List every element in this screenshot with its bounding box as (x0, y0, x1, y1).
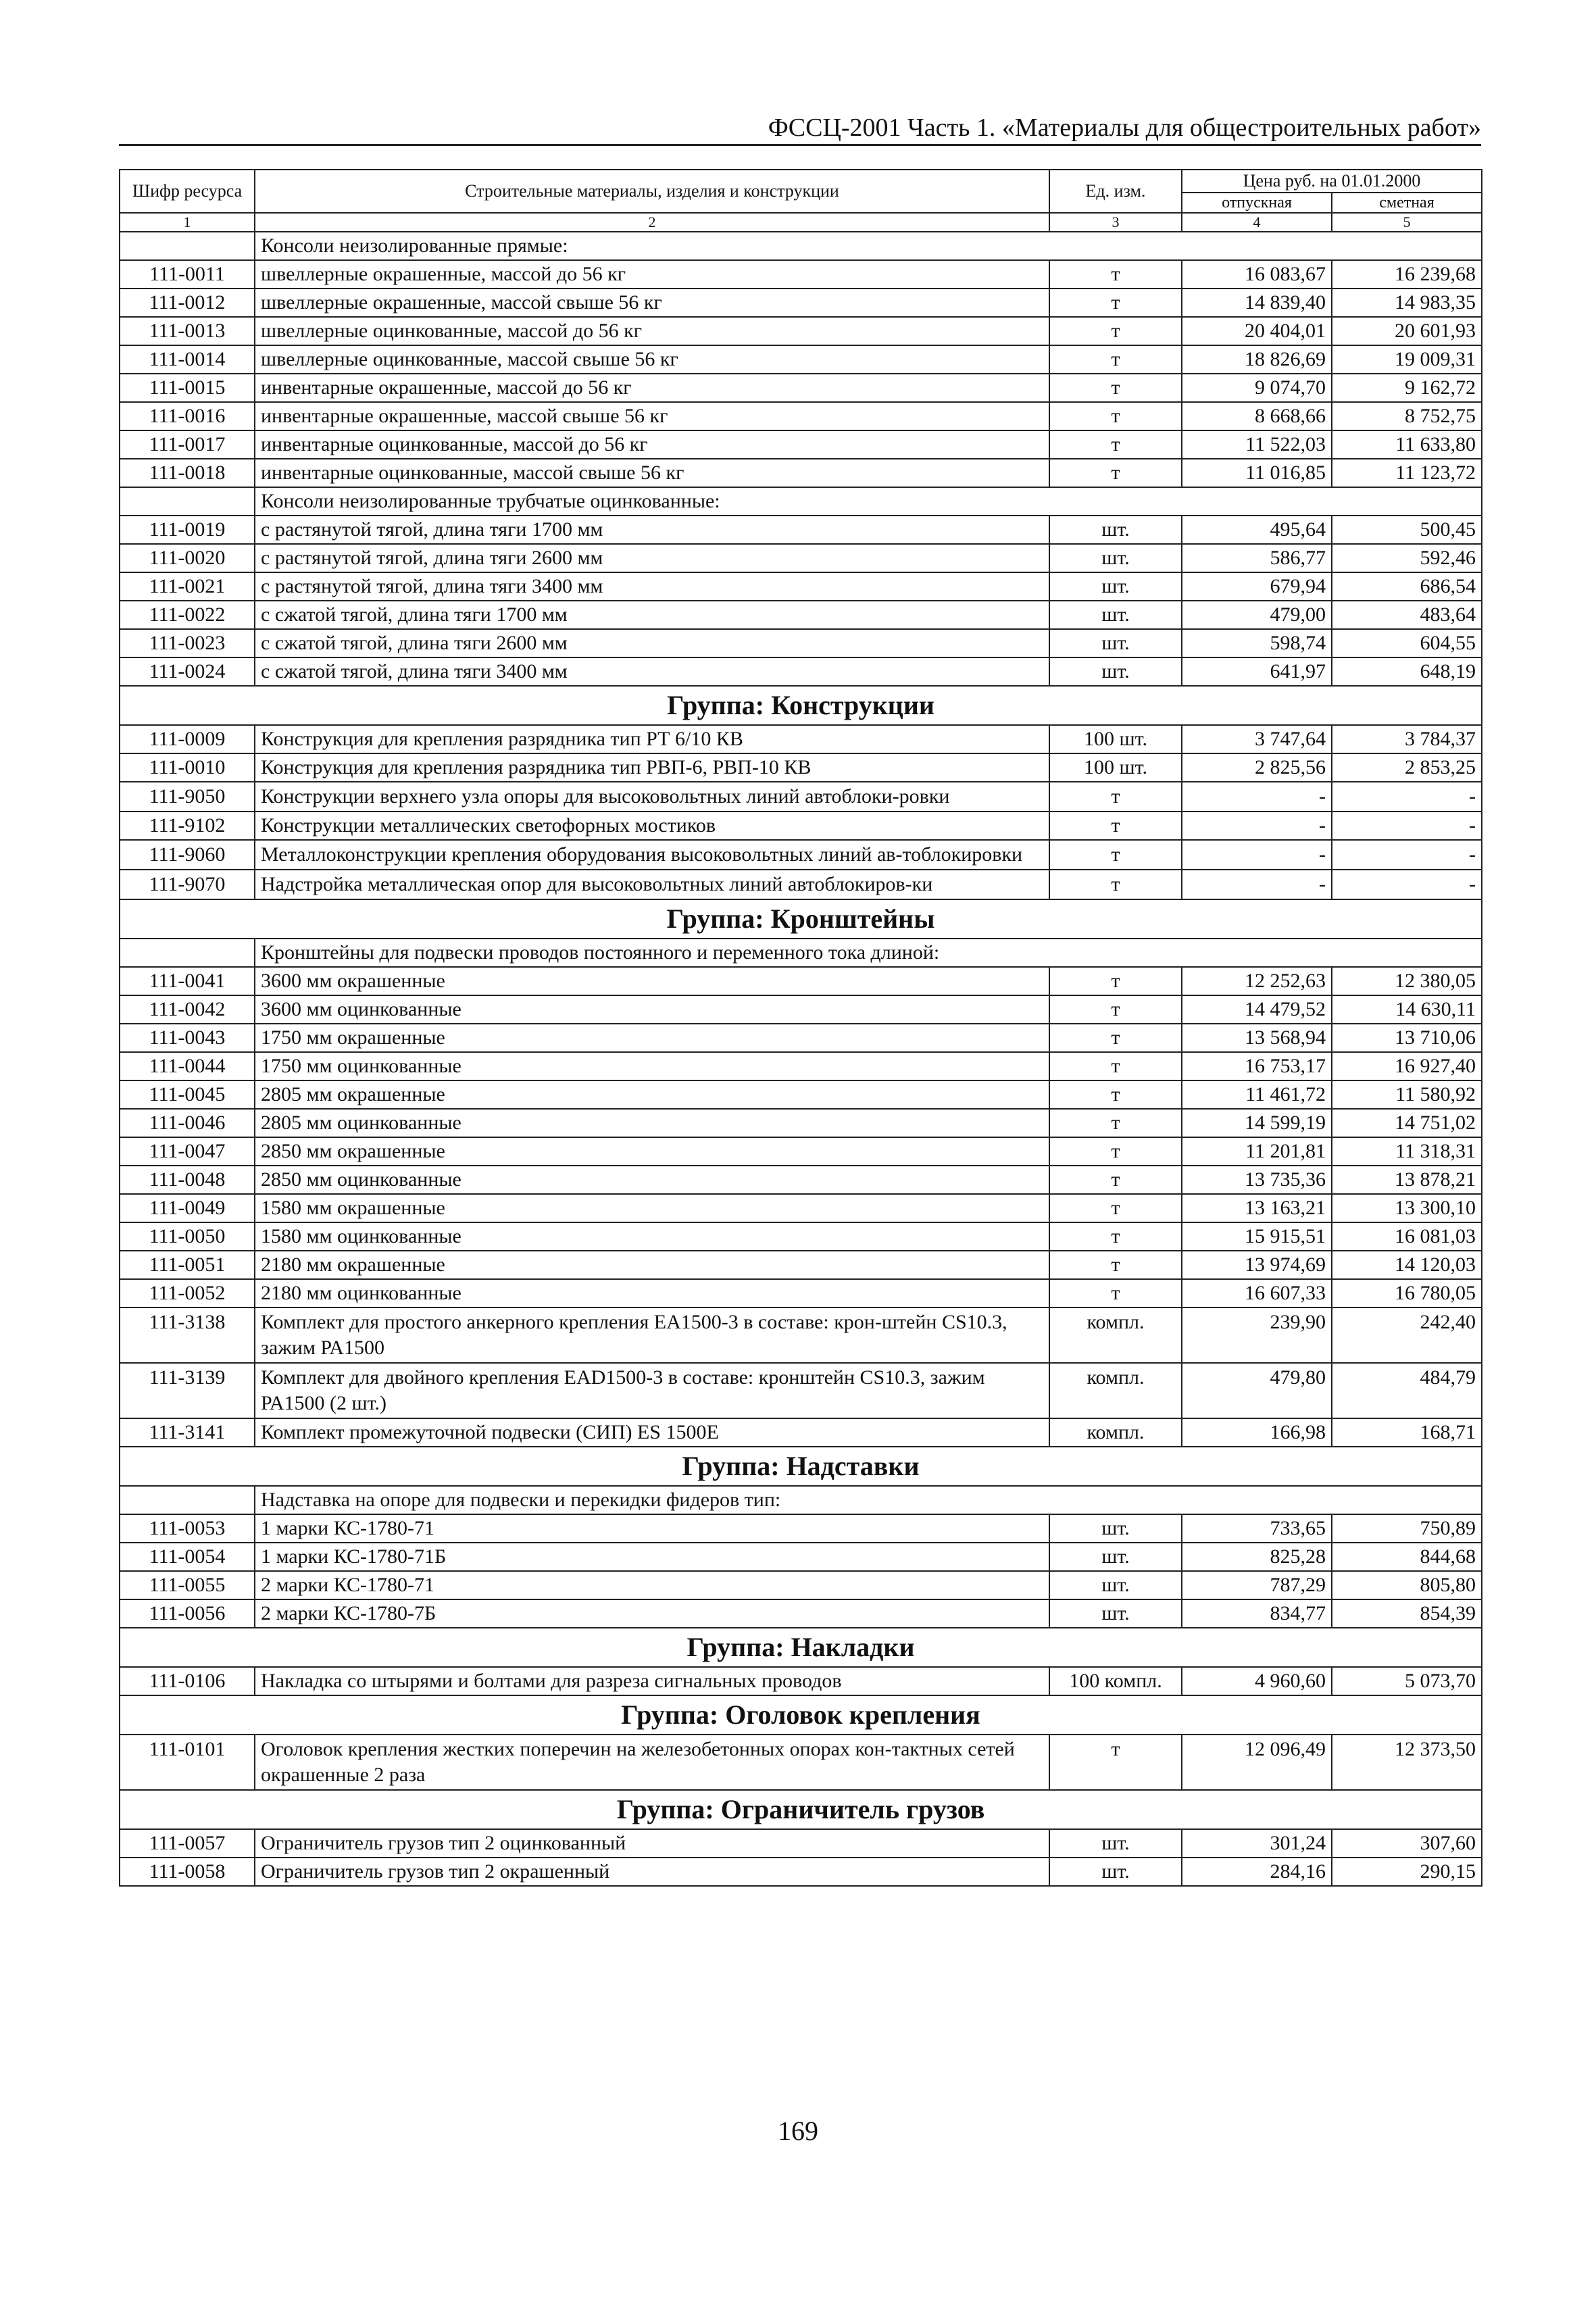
estimate-price: 11 123,72 (1332, 459, 1482, 487)
unit-of-measure: компл. (1049, 1308, 1182, 1363)
resource-code: 111-0018 (120, 459, 255, 487)
release-price: - (1182, 812, 1332, 840)
release-price: - (1182, 870, 1332, 899)
unit-of-measure: шт. (1049, 657, 1182, 686)
material-name: Конструкция для крепления разрядника тип РВП-6, РВП-10 КВ (255, 753, 1049, 782)
table-row (120, 967, 1482, 995)
estimate-price: 686,54 (1332, 572, 1482, 601)
estimate-price: 14 630,11 (1332, 995, 1482, 1024)
material-name: инвентарные окрашенные, массой до 56 кг (255, 374, 1049, 402)
table-row (120, 1137, 1482, 1166)
table-row (120, 629, 1482, 657)
unit-of-measure: т (1049, 1194, 1182, 1222)
material-name: Комплект для двойного крепления EAD1500-3 в составе: кронштейн CS10.3, зажим РА1500 (2 шт.) (255, 1363, 1049, 1418)
release-price: 825,28 (1182, 1543, 1332, 1571)
resource-code: 111-0049 (120, 1194, 255, 1222)
price-table (119, 169, 1482, 1887)
resource-code: 111-0043 (120, 1024, 255, 1052)
resource-code: 111-3139 (120, 1363, 255, 1418)
group-title: Группа: Конструкции (120, 686, 1482, 725)
material-name: 2 марки КС-1780-71 (255, 1571, 1049, 1599)
group-title: Группа: Надставки (120, 1447, 1482, 1486)
estimate-price: 16 081,03 (1332, 1222, 1482, 1251)
table-row (120, 289, 1482, 317)
release-price: 14 479,52 (1182, 995, 1332, 1024)
table-row (120, 1418, 1482, 1447)
estimate-price: 11 318,31 (1332, 1137, 1482, 1166)
unit-of-measure: 100 компл. (1049, 1667, 1182, 1695)
resource-code: 111-0058 (120, 1858, 255, 1886)
table-row (120, 544, 1482, 572)
resource-code: 111-0019 (120, 516, 255, 544)
estimate-price: 805,80 (1332, 1571, 1482, 1599)
estimate-price: 12 373,50 (1332, 1735, 1482, 1790)
unit-of-measure: т (1049, 1052, 1182, 1080)
page-header: ФССЦ-2001 Часть 1. «Материалы для общестроительных работ» (768, 114, 1481, 142)
col-header-code: Шифр ресурса (120, 170, 255, 213)
release-price: 479,80 (1182, 1363, 1332, 1418)
unit-of-measure: шт. (1049, 572, 1182, 601)
col-number: 3 (1049, 213, 1182, 232)
release-price: 13 735,36 (1182, 1166, 1332, 1194)
resource-code: 111-0021 (120, 572, 255, 601)
release-price: 12 252,63 (1182, 967, 1332, 995)
release-price: 14 839,40 (1182, 289, 1332, 317)
resource-code: 111-9050 (120, 782, 255, 812)
release-price: 16 083,67 (1182, 260, 1332, 289)
subheading-text: Кронштейны для подвески проводов постоянного и переменного тока длиной: (255, 939, 1482, 967)
release-price: 3 747,64 (1182, 725, 1332, 753)
subheading-text: Надставка на опоре для подвески и перекидки фидеров тип: (255, 1486, 1482, 1514)
release-price: 787,29 (1182, 1571, 1332, 1599)
unit-of-measure: шт. (1049, 1543, 1182, 1571)
resource-code: 111-0015 (120, 374, 255, 402)
material-name: швеллерные оцинкованные, массой свыше 56 кг (255, 345, 1049, 374)
material-name: 1750 мм окрашенные (255, 1024, 1049, 1052)
unit-of-measure: т (1049, 459, 1182, 487)
unit-of-measure: т (1049, 1166, 1182, 1194)
material-name: Ограничитель грузов тип 2 оцинкованный (255, 1829, 1049, 1858)
estimate-price: 9 162,72 (1332, 374, 1482, 402)
estimate-price: 484,79 (1332, 1363, 1482, 1418)
col-number: 4 (1182, 213, 1332, 232)
estimate-price: 290,15 (1332, 1858, 1482, 1886)
release-price: 16 753,17 (1182, 1052, 1332, 1080)
release-price: 641,97 (1182, 657, 1332, 686)
release-price: 834,77 (1182, 1599, 1332, 1628)
estimate-price: 2 853,25 (1332, 753, 1482, 782)
unit-of-measure: шт. (1049, 516, 1182, 544)
release-price: 4 960,60 (1182, 1667, 1332, 1695)
table-row (120, 1514, 1482, 1543)
resource-code: 111-0054 (120, 1543, 255, 1571)
subheading-row (120, 487, 1482, 516)
estimate-price: 592,46 (1332, 544, 1482, 572)
release-price: 11 522,03 (1182, 430, 1332, 459)
unit-of-measure: т (1049, 402, 1182, 430)
unit-of-measure: т (1049, 1222, 1182, 1251)
unit-of-measure: шт. (1049, 629, 1182, 657)
resource-code: 111-0024 (120, 657, 255, 686)
table-body (120, 232, 1482, 1886)
material-name: Надстройка металлическая опор для высоковольтных линий автоблокиров-ки (255, 870, 1049, 899)
table-row (120, 657, 1482, 686)
resource-code: 111-0013 (120, 317, 255, 345)
material-name: 2 марки КС-1780-7Б (255, 1599, 1049, 1628)
table-row (120, 402, 1482, 430)
table-row (120, 1109, 1482, 1137)
unit-of-measure: шт. (1049, 1599, 1182, 1628)
subheading-spacer (120, 487, 255, 516)
unit-of-measure: т (1049, 1251, 1182, 1279)
unit-of-measure: шт. (1049, 1571, 1182, 1599)
release-price: 13 163,21 (1182, 1194, 1332, 1222)
material-name: Ограничитель грузов тип 2 окрашенный (255, 1858, 1049, 1886)
unit-of-measure: т (1049, 812, 1182, 840)
group-title: Группа: Накладки (120, 1628, 1482, 1667)
material-name: Комплект промежуточной подвески (СИП) ES 1500Е (255, 1418, 1049, 1447)
table-row (120, 572, 1482, 601)
resource-code: 111-9070 (120, 870, 255, 899)
estimate-price: 12 380,05 (1332, 967, 1482, 995)
table-row (120, 812, 1482, 840)
unit-of-measure: т (1049, 840, 1182, 870)
subheading-row (120, 939, 1482, 967)
resource-code: 111-0048 (120, 1166, 255, 1194)
unit-of-measure: т (1049, 260, 1182, 289)
table-row (120, 317, 1482, 345)
release-price: 18 826,69 (1182, 345, 1332, 374)
resource-code: 111-0052 (120, 1279, 255, 1308)
table-row (120, 782, 1482, 812)
resource-code: 111-0051 (120, 1251, 255, 1279)
table-row (120, 1052, 1482, 1080)
unit-of-measure: т (1049, 1279, 1182, 1308)
col-header-release: отпускная (1182, 193, 1332, 213)
resource-code: 111-0020 (120, 544, 255, 572)
release-price: - (1182, 782, 1332, 812)
resource-code: 111-0101 (120, 1735, 255, 1790)
estimate-price: 750,89 (1332, 1514, 1482, 1543)
resource-code: 111-0023 (120, 629, 255, 657)
resource-code: 111-3141 (120, 1418, 255, 1447)
material-name: инвентарные оцинкованные, массой до 56 кг (255, 430, 1049, 459)
resource-code: 111-0012 (120, 289, 255, 317)
release-price: 8 668,66 (1182, 402, 1332, 430)
table-row (120, 1308, 1482, 1363)
resource-code: 111-0055 (120, 1571, 255, 1599)
unit-of-measure: шт. (1049, 1858, 1182, 1886)
subheading-spacer (120, 232, 255, 260)
col-header-name: Строительные материалы, изделия и конструкции (255, 170, 1049, 213)
release-price: 679,94 (1182, 572, 1332, 601)
estimate-price: 14 120,03 (1332, 1251, 1482, 1279)
estimate-price: - (1332, 812, 1482, 840)
unit-of-measure: шт. (1049, 1514, 1182, 1543)
unit-of-measure: шт. (1049, 544, 1182, 572)
material-name: Конструкции верхнего узла опоры для высоковольтных линий автоблоки-ровки (255, 782, 1049, 812)
material-name: 3600 мм оцинкованные (255, 995, 1049, 1024)
release-price: 239,90 (1182, 1308, 1332, 1363)
material-name: 2180 мм оцинкованные (255, 1279, 1049, 1308)
estimate-price: 13 878,21 (1332, 1166, 1482, 1194)
resource-code: 111-0041 (120, 967, 255, 995)
table-row (120, 1543, 1482, 1571)
estimate-price: 3 784,37 (1332, 725, 1482, 753)
release-price: 479,00 (1182, 601, 1332, 629)
subheading-text: Консоли неизолированные прямые: (255, 232, 1482, 260)
group-header-row (120, 899, 1482, 939)
resource-code: 111-0045 (120, 1080, 255, 1109)
release-price: 301,24 (1182, 1829, 1332, 1858)
estimate-price: 16 239,68 (1332, 260, 1482, 289)
group-header-row (120, 1695, 1482, 1735)
col-header-price: Цена руб. на 01.01.2000 (1182, 170, 1482, 193)
estimate-price: 500,45 (1332, 516, 1482, 544)
page-number: 169 (778, 2116, 818, 2146)
resource-code: 111-0042 (120, 995, 255, 1024)
material-name: Накладка со штырями и болтами для разреза сигнальных проводов (255, 1667, 1049, 1695)
material-name: 2180 мм окрашенные (255, 1251, 1049, 1279)
release-price: 12 096,49 (1182, 1735, 1332, 1790)
material-name: 1580 мм окрашенные (255, 1194, 1049, 1222)
group-header-row (120, 1790, 1482, 1829)
resource-code: 111-0009 (120, 725, 255, 753)
unit-of-measure: т (1049, 1024, 1182, 1052)
table-row (120, 1024, 1482, 1052)
subheading-text: Консоли неизолированные трубчатые оцинкованные: (255, 487, 1482, 516)
release-price: 284,16 (1182, 1858, 1332, 1886)
release-price: 13 974,69 (1182, 1251, 1332, 1279)
material-name: 1 марки КС-1780-71Б (255, 1543, 1049, 1571)
unit-of-measure: т (1049, 374, 1182, 402)
table-row (120, 725, 1482, 753)
table-row (120, 1735, 1482, 1790)
estimate-price: - (1332, 840, 1482, 870)
resource-code: 111-0017 (120, 430, 255, 459)
resource-code: 111-9060 (120, 840, 255, 870)
resource-code: 111-0047 (120, 1137, 255, 1166)
estimate-price: 11 580,92 (1332, 1080, 1482, 1109)
unit-of-measure: т (1049, 289, 1182, 317)
group-header-row (120, 1628, 1482, 1667)
table-row (120, 753, 1482, 782)
release-price: 166,98 (1182, 1418, 1332, 1447)
table-row (120, 870, 1482, 899)
estimate-price: 604,55 (1332, 629, 1482, 657)
resource-code: 111-0053 (120, 1514, 255, 1543)
material-name: инвентарные оцинкованные, массой свыше 56 кг (255, 459, 1049, 487)
release-price: 16 607,33 (1182, 1279, 1332, 1308)
estimate-price: 11 633,80 (1332, 430, 1482, 459)
unit-of-measure: компл. (1049, 1363, 1182, 1418)
material-name: Металлоконструкции крепления оборудования высоковольтных линий ав-тоблокировки (255, 840, 1049, 870)
table-row (120, 1251, 1482, 1279)
subheading-row (120, 232, 1482, 260)
table-row (120, 1222, 1482, 1251)
subheading-spacer (120, 939, 255, 967)
material-name: 2850 мм окрашенные (255, 1137, 1049, 1166)
material-name: с растянутой тягой, длина тяги 2600 мм (255, 544, 1049, 572)
resource-code: 111-3138 (120, 1308, 255, 1363)
material-name: 1580 мм оцинкованные (255, 1222, 1049, 1251)
header-rule (119, 144, 1481, 146)
estimate-price: 13 710,06 (1332, 1024, 1482, 1052)
estimate-price: 8 752,75 (1332, 402, 1482, 430)
material-name: швеллерные окрашенные, массой свыше 56 кг (255, 289, 1049, 317)
table-row (120, 459, 1482, 487)
table-row (120, 1279, 1482, 1308)
resource-code: 111-0016 (120, 402, 255, 430)
col-number: 1 (120, 213, 255, 232)
col-header-unit: Ед. изм. (1049, 170, 1182, 213)
material-name: Оголовок крепления жестких поперечин на железобетонных опорах кон-тактных сетей окрашенные 2 раза (255, 1735, 1049, 1790)
unit-of-measure: т (1049, 1109, 1182, 1137)
table-row (120, 1080, 1482, 1109)
unit-of-measure: т (1049, 1080, 1182, 1109)
release-price: 20 404,01 (1182, 317, 1332, 345)
unit-of-measure: т (1049, 782, 1182, 812)
estimate-price: 307,60 (1332, 1829, 1482, 1858)
release-price: 11 201,81 (1182, 1137, 1332, 1166)
table-row (120, 1829, 1482, 1858)
estimate-price: 20 601,93 (1332, 317, 1482, 345)
estimate-price: 13 300,10 (1332, 1194, 1482, 1222)
estimate-price: 5 073,70 (1332, 1667, 1482, 1695)
unit-of-measure: т (1049, 317, 1182, 345)
unit-of-measure: шт. (1049, 1829, 1182, 1858)
table-row (120, 1363, 1482, 1418)
table-row (120, 1599, 1482, 1628)
resource-code: 111-0011 (120, 260, 255, 289)
subheading-row (120, 1486, 1482, 1514)
table-row (120, 374, 1482, 402)
col-header-estimate: сметная (1332, 193, 1482, 213)
unit-of-measure: 100 шт. (1049, 753, 1182, 782)
unit-of-measure: т (1049, 430, 1182, 459)
unit-of-measure: 100 шт. (1049, 725, 1182, 753)
estimate-price: - (1332, 782, 1482, 812)
estimate-price: 648,19 (1332, 657, 1482, 686)
unit-of-measure: шт. (1049, 601, 1182, 629)
table-row (120, 430, 1482, 459)
material-name: 3600 мм окрашенные (255, 967, 1049, 995)
resource-code: 111-0046 (120, 1109, 255, 1137)
unit-of-measure: т (1049, 1137, 1182, 1166)
material-name: швеллерные оцинкованные, массой до 56 кг (255, 317, 1049, 345)
material-name: с сжатой тягой, длина тяги 3400 мм (255, 657, 1049, 686)
material-name: с растянутой тягой, длина тяги 3400 мм (255, 572, 1049, 601)
table-row (120, 260, 1482, 289)
subheading-spacer (120, 1486, 255, 1514)
group-title: Группа: Оголовок крепления (120, 1695, 1482, 1735)
estimate-price: 854,39 (1332, 1599, 1482, 1628)
estimate-price: 168,71 (1332, 1418, 1482, 1447)
estimate-price: 14 983,35 (1332, 289, 1482, 317)
group-title: Группа: Ограничитель грузов (120, 1790, 1482, 1829)
release-price: 11 016,85 (1182, 459, 1332, 487)
estimate-price: 16 780,05 (1332, 1279, 1482, 1308)
col-number: 5 (1332, 213, 1482, 232)
table-row (120, 1194, 1482, 1222)
group-header-row (120, 686, 1482, 725)
material-name: швеллерные окрашенные, массой до 56 кг (255, 260, 1049, 289)
table-row (120, 516, 1482, 544)
material-name: с сжатой тягой, длина тяги 1700 мм (255, 601, 1049, 629)
release-price: 9 074,70 (1182, 374, 1332, 402)
release-price: 11 461,72 (1182, 1080, 1332, 1109)
release-price: 598,74 (1182, 629, 1332, 657)
material-name: Комплект для простого анкерного крепления ЕА1500-3 в составе: крон-штейн CS10.3, зажим РА1500 (255, 1308, 1049, 1363)
estimate-price: 242,40 (1332, 1308, 1482, 1363)
release-price: 495,64 (1182, 516, 1332, 544)
estimate-price: 19 009,31 (1332, 345, 1482, 374)
col-number: 2 (255, 213, 1049, 232)
estimate-price: 14 751,02 (1332, 1109, 1482, 1137)
resource-code: 111-0057 (120, 1829, 255, 1858)
material-name: 2850 мм оцинкованные (255, 1166, 1049, 1194)
resource-code: 111-0022 (120, 601, 255, 629)
table-row (120, 1667, 1482, 1695)
material-name: 1 марки КС-1780-71 (255, 1514, 1049, 1543)
table-row (120, 840, 1482, 870)
table-row (120, 995, 1482, 1024)
unit-of-measure: т (1049, 995, 1182, 1024)
estimate-price: 16 927,40 (1332, 1052, 1482, 1080)
unit-of-measure: т (1049, 967, 1182, 995)
group-header-row (120, 1447, 1482, 1486)
table-row (120, 345, 1482, 374)
resource-code: 111-0050 (120, 1222, 255, 1251)
resource-code: 111-0014 (120, 345, 255, 374)
resource-code: 111-9102 (120, 812, 255, 840)
unit-of-measure: т (1049, 1735, 1182, 1790)
release-price: 733,65 (1182, 1514, 1332, 1543)
material-name: с сжатой тягой, длина тяги 2600 мм (255, 629, 1049, 657)
release-price: 14 599,19 (1182, 1109, 1332, 1137)
release-price: - (1182, 840, 1332, 870)
table-row (120, 1858, 1482, 1886)
material-name: 2805 мм оцинкованные (255, 1109, 1049, 1137)
material-name: 1750 мм оцинкованные (255, 1052, 1049, 1080)
table-row (120, 1166, 1482, 1194)
table-row (120, 1571, 1482, 1599)
material-name: Конструкции металлических светофорных мостиков (255, 812, 1049, 840)
material-name: инвентарные окрашенные, массой свыше 56 кг (255, 402, 1049, 430)
group-title: Группа: Кронштейны (120, 899, 1482, 939)
release-price: 586,77 (1182, 544, 1332, 572)
release-price: 13 568,94 (1182, 1024, 1332, 1052)
estimate-price: - (1332, 870, 1482, 899)
unit-of-measure: т (1049, 345, 1182, 374)
table-row (120, 601, 1482, 629)
release-price: 2 825,56 (1182, 753, 1332, 782)
material-name: с растянутой тягой, длина тяги 1700 мм (255, 516, 1049, 544)
estimate-price: 844,68 (1332, 1543, 1482, 1571)
resource-code: 111-0044 (120, 1052, 255, 1080)
resource-code: 111-0056 (120, 1599, 255, 1628)
material-name: 2805 мм окрашенные (255, 1080, 1049, 1109)
material-name: Конструкция для крепления разрядника тип РТ 6/10 КВ (255, 725, 1049, 753)
release-price: 15 915,51 (1182, 1222, 1332, 1251)
estimate-price: 483,64 (1332, 601, 1482, 629)
unit-of-measure: компл. (1049, 1418, 1182, 1447)
resource-code: 111-0106 (120, 1667, 255, 1695)
resource-code: 111-0010 (120, 753, 255, 782)
unit-of-measure: т (1049, 870, 1182, 899)
